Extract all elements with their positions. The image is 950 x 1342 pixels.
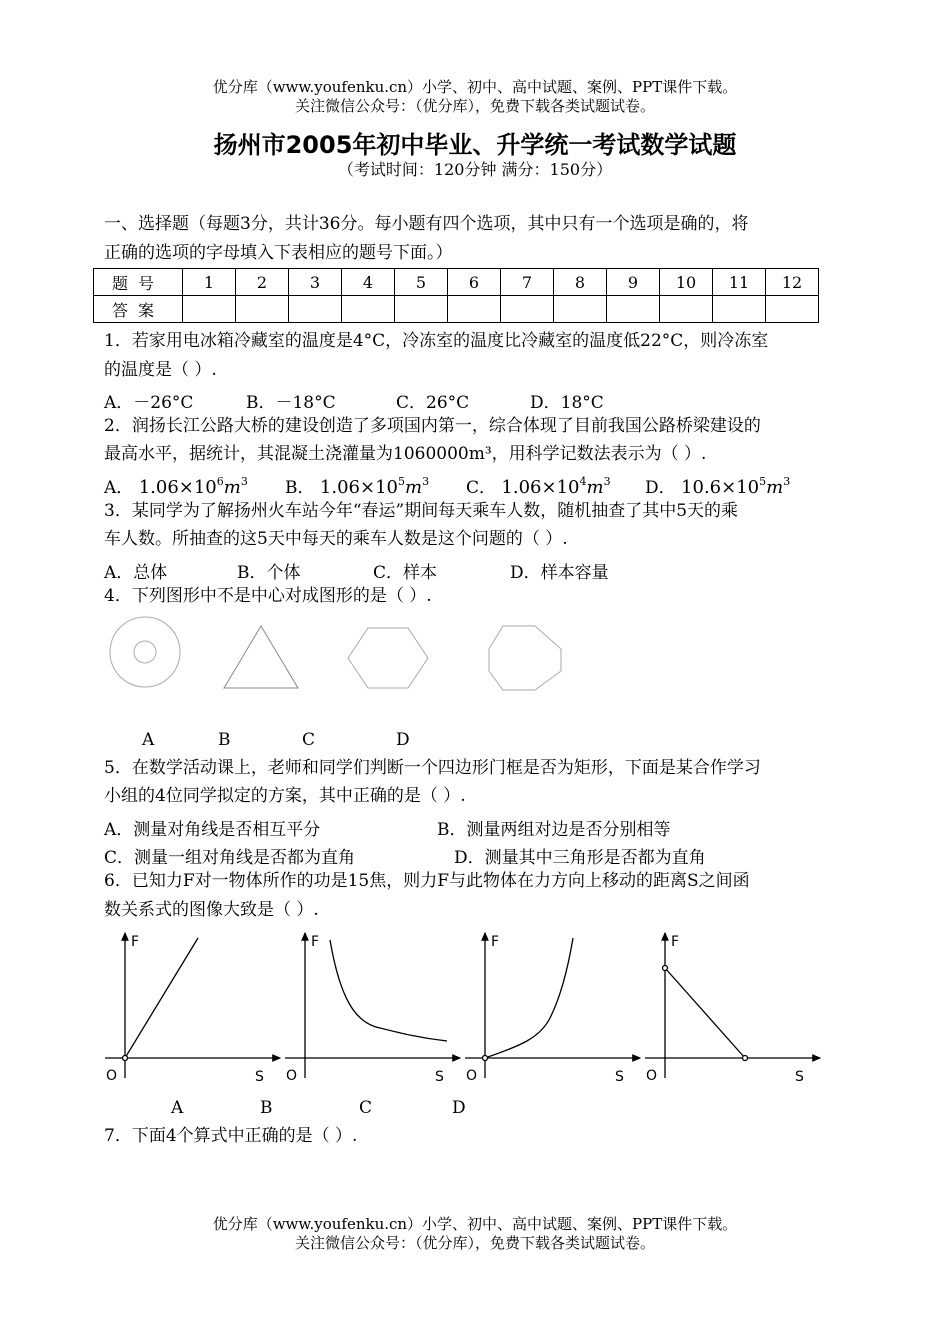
q4-line1: 4．下列图形中不是中心对成图形的是（ ）. (104, 586, 432, 606)
q2-times: ×10 (721, 477, 760, 498)
triangle-shape (224, 626, 298, 688)
q5-line2: 小组的4位同学拟定的方案，其中正确的是（ ）. (104, 786, 466, 806)
q3-option-b: B．个体 (237, 563, 301, 583)
q2-unit-exp: 3 (240, 475, 248, 488)
table-row-numbers (94, 269, 819, 296)
q4-label-a: A (142, 730, 155, 750)
q6-label-b: B (260, 1098, 273, 1118)
graph-c-f-label: F (491, 934, 500, 950)
q2-option-a (104, 473, 248, 498)
graph-b-curve (330, 940, 447, 1041)
q2-line1: 2．润扬长江公路大桥的建设创造了多项国内第一，综合体现了目前我国公路桥梁建设的 (104, 416, 761, 436)
q2-times: ×10 (359, 477, 398, 498)
answer-cell[interactable] (395, 296, 448, 323)
table-header-answer: 答案 (94, 296, 183, 323)
graph-c-curve (485, 938, 573, 1058)
q2-coef: 10.6 (681, 477, 722, 498)
q4-label-b: B (218, 730, 231, 750)
graph-c-s-label: S (615, 1069, 624, 1085)
q6-line2: 数关系式的图像大致是（ ）. (104, 900, 319, 920)
q1-option-b: B．－18°C (246, 393, 336, 413)
octagon-shape (489, 626, 561, 690)
q2-coef: 1.06 (138, 477, 179, 498)
q5-option-b: B．测量两组对边是否分别相等 (437, 820, 671, 840)
section1-line2: 正确的选项的字母填入下表相应的题号下面。） (104, 243, 453, 263)
q5-option-a: A．测量对角线是否相互平分 (104, 820, 321, 840)
q1-line1: 1．若家用电冰箱冷藏室的温度是4°C，冷冻室的温度比冷藏室的温度低22°C，则冷冻室 (104, 331, 769, 351)
graph-a-origin-point (123, 1056, 128, 1061)
ring-outer-shape (110, 617, 180, 687)
q2-option-letter: C． (466, 478, 497, 498)
q2-unit: m (586, 477, 604, 498)
q2-line2: 最高水平，据统计，其混凝土浇灌量为1060000m³，用科学记数法表示为（ ）. (104, 444, 707, 464)
q2-option-letter: B． (285, 478, 315, 498)
answer-table (93, 268, 819, 323)
q2-unit: m (404, 477, 423, 498)
header-line-2: 关注微信公众号：（优分库），免费下载各类试题试卷。 (294, 97, 655, 115)
q6-graphs (100, 928, 830, 1088)
hexagon-shape (348, 628, 428, 688)
graph-d-end-point (743, 1056, 748, 1061)
table-cell-number: 5 (395, 269, 448, 296)
q6-label-c: C (359, 1098, 373, 1118)
q2-coef: 1.06 (319, 477, 360, 498)
q5-option-c: C．测量一组对角线是否都为直角 (104, 848, 356, 868)
answer-cell[interactable] (289, 296, 342, 323)
page-subtitle: （考试时间：120分钟 满分：150分） (337, 160, 613, 179)
table-cell-number: 1 (183, 269, 236, 296)
graph-c-origin-point (483, 1056, 488, 1061)
q2-unit: m (223, 477, 241, 498)
q2-exp: 5 (759, 475, 767, 488)
answer-cell[interactable] (766, 296, 819, 323)
q2-option-letter: A． (104, 478, 134, 498)
q2-option-letter: D． (645, 478, 676, 498)
graph-d-curve (665, 968, 745, 1058)
graph-a (105, 933, 280, 1078)
q2-option-b (285, 473, 429, 498)
graph-b-f-label: F (311, 934, 320, 950)
q2-exp: 4 (579, 475, 587, 488)
answer-cell[interactable] (501, 296, 554, 323)
q2-option-d (645, 473, 790, 498)
q2-exp: 6 (216, 475, 224, 488)
graph-b (285, 933, 460, 1078)
answer-cell[interactable] (607, 296, 660, 323)
table-cell-number: 7 (501, 269, 554, 296)
table-cell-number: 3 (289, 269, 342, 296)
graph-d-o-label: O (646, 1068, 658, 1084)
q1-option-d: D．18°C (530, 393, 604, 413)
graph-a-o-label: O (106, 1068, 118, 1084)
q6-label-d: D (452, 1098, 466, 1118)
graph-b-o-label: O (286, 1068, 298, 1084)
q1-option-a: A．－26°C (104, 393, 194, 413)
table-cell-number: 9 (607, 269, 660, 296)
answer-cell[interactable] (236, 296, 289, 323)
table-cell-number: 10 (660, 269, 713, 296)
table-cell-number: 8 (554, 269, 607, 296)
graph-a-f-label: F (131, 934, 140, 950)
table-cell-number: 4 (342, 269, 395, 296)
q2-times: ×10 (178, 477, 217, 498)
footer-line-1: 优分库（www.youfenku.cn）小学、初中、高中试题、案例、PPT课件下载。 (212, 1215, 738, 1233)
q2-unit-exp: 3 (783, 475, 791, 488)
table-cell-number: 2 (236, 269, 289, 296)
header-line-1: 优分库（www.youfenku.cn）小学、初中、高中试题、案例、PPT课件下载。 (212, 78, 738, 96)
q3-option-a: A．总体 (104, 563, 168, 583)
q1-option-c: C．26°C (396, 393, 470, 413)
graph-c (465, 933, 640, 1078)
q3-option-c: C．样本 (373, 563, 438, 583)
q6-label-a: A (171, 1098, 184, 1118)
page-title: 扬州市2005年初中毕业、升学统一考试数学试题 (213, 131, 737, 159)
graph-a-curve (125, 938, 198, 1058)
answer-cell[interactable] (660, 296, 713, 323)
answer-cell[interactable] (713, 296, 766, 323)
answer-cell[interactable] (554, 296, 607, 323)
table-cell-number: 11 (713, 269, 766, 296)
table-header-number: 题号 (94, 269, 183, 296)
q4-shapes (108, 618, 568, 698)
graph-b-s-label: S (435, 1069, 444, 1085)
answer-cell[interactable] (342, 296, 395, 323)
q2-unit: m (766, 477, 784, 498)
table-cell-number: 12 (766, 269, 819, 296)
table-cell-number: 6 (448, 269, 501, 296)
q2-unit-exp: 3 (603, 475, 611, 488)
table-row-answers (94, 296, 819, 323)
section1-line1: 一、选择题（每题3分，共计36分。每小题有四个选项，其中只有一个选项是确的，将 (104, 214, 749, 234)
graph-d-s-label: S (795, 1069, 804, 1085)
q4-label-c: C (302, 730, 316, 750)
q2-option-c (466, 473, 611, 498)
ring-inner-shape (134, 641, 156, 663)
q3-line2: 车人数。所抽查的这5天中每天的乘车人数是这个问题的（ ）. (104, 529, 568, 549)
q3-option-d: D．样本容量 (510, 563, 609, 583)
q5-line1: 5．在数学活动课上，老师和同学们判断一个四边形门框是否为矩形，下面是某合作学习 (104, 758, 761, 778)
q1-line2: 的温度是（ ）. (104, 360, 217, 380)
q7-line1: 7．下面4个算式中正确的是（ ）. (104, 1126, 358, 1146)
q4-label-d: D (396, 730, 410, 750)
footer-line-2: 关注微信公众号：（优分库），免费下载各类试题试卷。 (294, 1234, 655, 1252)
q6-line1: 6．已知力F对一物体所作的功是15焦，则力F与此物体在力方向上移动的距离S之间函 (104, 871, 750, 891)
graph-d-f-label: F (671, 934, 680, 950)
answer-cell[interactable] (183, 296, 236, 323)
graph-c-o-label: O (466, 1068, 478, 1084)
graph-d (645, 933, 820, 1078)
answer-cell[interactable] (448, 296, 501, 323)
q2-unit-exp: 3 (422, 475, 430, 488)
graph-a-s-label: S (255, 1069, 264, 1085)
q3-line1: 3．某同学为了解扬州火车站今年“春运”期间每天乘车人数，随机抽查了其中5天的乘 (104, 501, 739, 521)
q2-coef: 1.06 (501, 477, 542, 498)
graph-d-start-point (663, 966, 668, 971)
q2-times: ×10 (541, 477, 580, 498)
q5-option-d: D．测量其中三角形是否都为直角 (454, 848, 706, 868)
q2-exp: 5 (397, 475, 405, 488)
